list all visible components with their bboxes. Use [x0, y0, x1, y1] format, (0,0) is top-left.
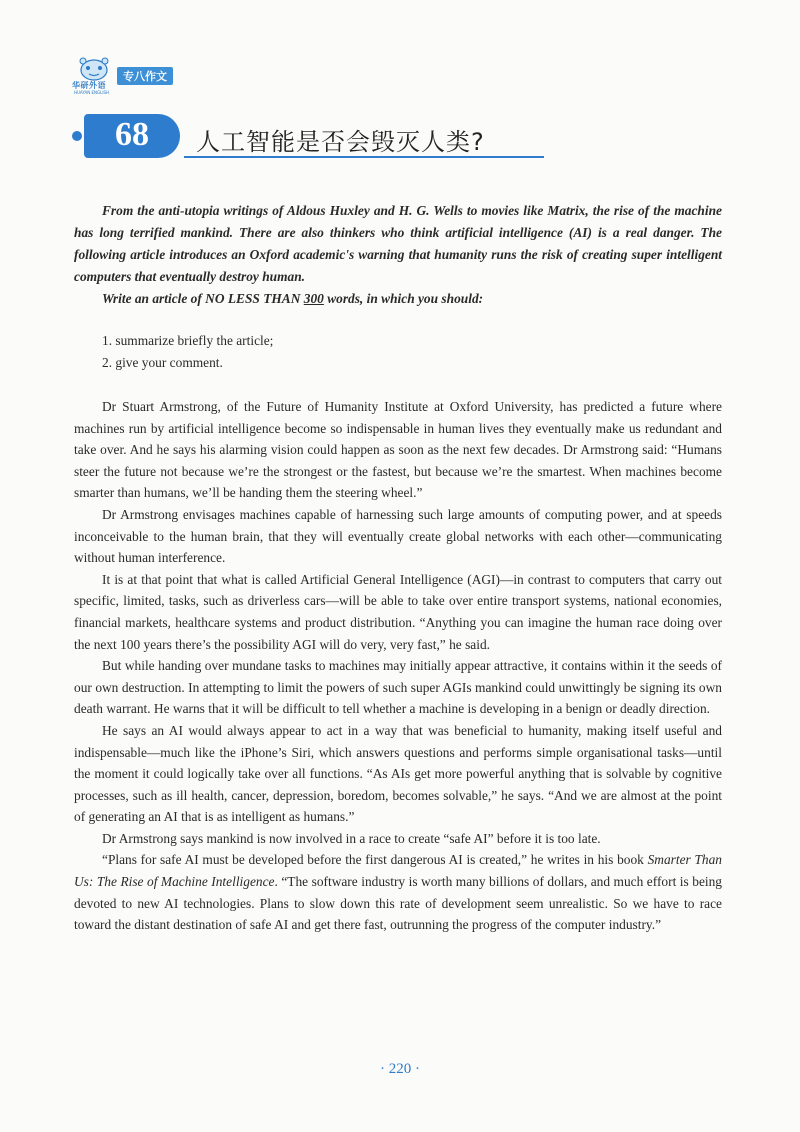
badge-dot-icon	[72, 131, 82, 141]
prompt-paragraph: From the anti-utopia writings of Aldous Huxley and H. G. Wells to movies like Matrix, the rise of the machine has long terrified mankind. There are also thinkers who think artificial intelligence (AI) is a real danger. The following article introduces an Oxford academic's warning that humanity runs the risk of creating super intelligent computers that eventually destroy human.	[74, 203, 722, 284]
page-number: · 220 ·	[380, 1061, 420, 1077]
prompt-item: 2. give your comment.	[102, 355, 223, 370]
article-paragraph	[74, 849, 722, 935]
article-body	[74, 396, 722, 936]
article-paragraph: It is at that point that what is called Artificial General Intelligence (AGI)—in contrast to computers that carry out specific, limited, tasks, such as driverless cars—will be able to take over entire transport systems, national economies, financial markets, healthcare systems and product distribution. “Anything you can imagine the human race doing over the next 100 years there’s the possibility AGI will do very, very fast,” he said.	[74, 571, 722, 652]
logo-subtext: HUAYAN ENGLISH	[74, 90, 110, 95]
essay-number: 68	[115, 116, 149, 153]
number-badge	[84, 114, 180, 158]
article-paragraph: But while handing over mundane tasks to machines may initially appear attractive, it contains within it the seeds of our own destruction. In attempting to limit the powers of such super AGIs mankind could unwittingly be signing its own death warrant. He warns that it will be difficult to tell whether a machine is developing in a benign or deadly direction.	[74, 658, 722, 717]
instruction-after: words, in which you should:	[323, 291, 484, 306]
p7-after: . “The software industry is worth many billions of dollars, and much effort is being devoted to new AI technologies. Plans to slow down this rate of development seem unrealistic. So we have to race toward the distant destination of safe AI and get there fast, outrunning the progress of the computer industry.”	[74, 874, 722, 933]
prompt-intro	[74, 200, 722, 310]
article-paragraph: Dr Armstrong says mankind is now involved in a race to create “safe AI” before it is too late.	[102, 830, 601, 846]
p7-before: “Plans for safe AI must be developed before the first dangerous AI is created,” he writes in his book	[102, 852, 648, 868]
instruction-number: 300	[303, 291, 324, 306]
article-paragraph: Dr Armstrong envisages machines capable of harnessing such large amounts of computing power, and at speeds inconceivable to the human brain, that they will eventually create global networks with each other—communicating without human interference.	[74, 506, 722, 566]
article-paragraph: Dr Stuart Armstrong, of the Future of Humanity Institute at Oxford University, has predicted a future where machines run by artificial intelligence become so indispensable in human lives they eventually make us redundant and take over. And he says his alarming vision could happen as soon as the next few decades. Dr Armstrong said: “Humans steer the future not because we’re the strongest or the fastest, but because we’re the smartest. When machines become smarter than humans, we’ll be handing them the steering wheel.”	[74, 399, 722, 501]
logo-text: 华研外语	[72, 81, 106, 90]
book-title: Smarter Than Us: The Rise of Machine Intelligence	[74, 852, 722, 890]
prompt-instruction	[74, 288, 722, 310]
page-title: 人工智能是否会毁灭人类?	[196, 128, 485, 156]
prompt-items	[102, 330, 273, 374]
title-row	[72, 114, 492, 158]
section-tag: 专八作文	[117, 67, 173, 85]
prompt-item: 1. summarize briefly the article;	[102, 333, 274, 348]
title-underline	[184, 156, 544, 158]
instruction-before: Write an article of NO LESS THAN	[102, 291, 304, 306]
article-paragraph: He says an AI would always appear to act in a way that was beneficial to humanity, making itself useful and indispensable—much like the iPhone’s Siri, which answers questions and performs simple organisational tasks—until the moment it could logically take over all functions. “As AIs get more powerful anything that is solvable by cognitive processes, such as ill health, cancer, depression, boredom, becomes solvable,” he says. “And we are almost at the point of generating an AI that is as intelligent as humans.”	[74, 722, 722, 825]
